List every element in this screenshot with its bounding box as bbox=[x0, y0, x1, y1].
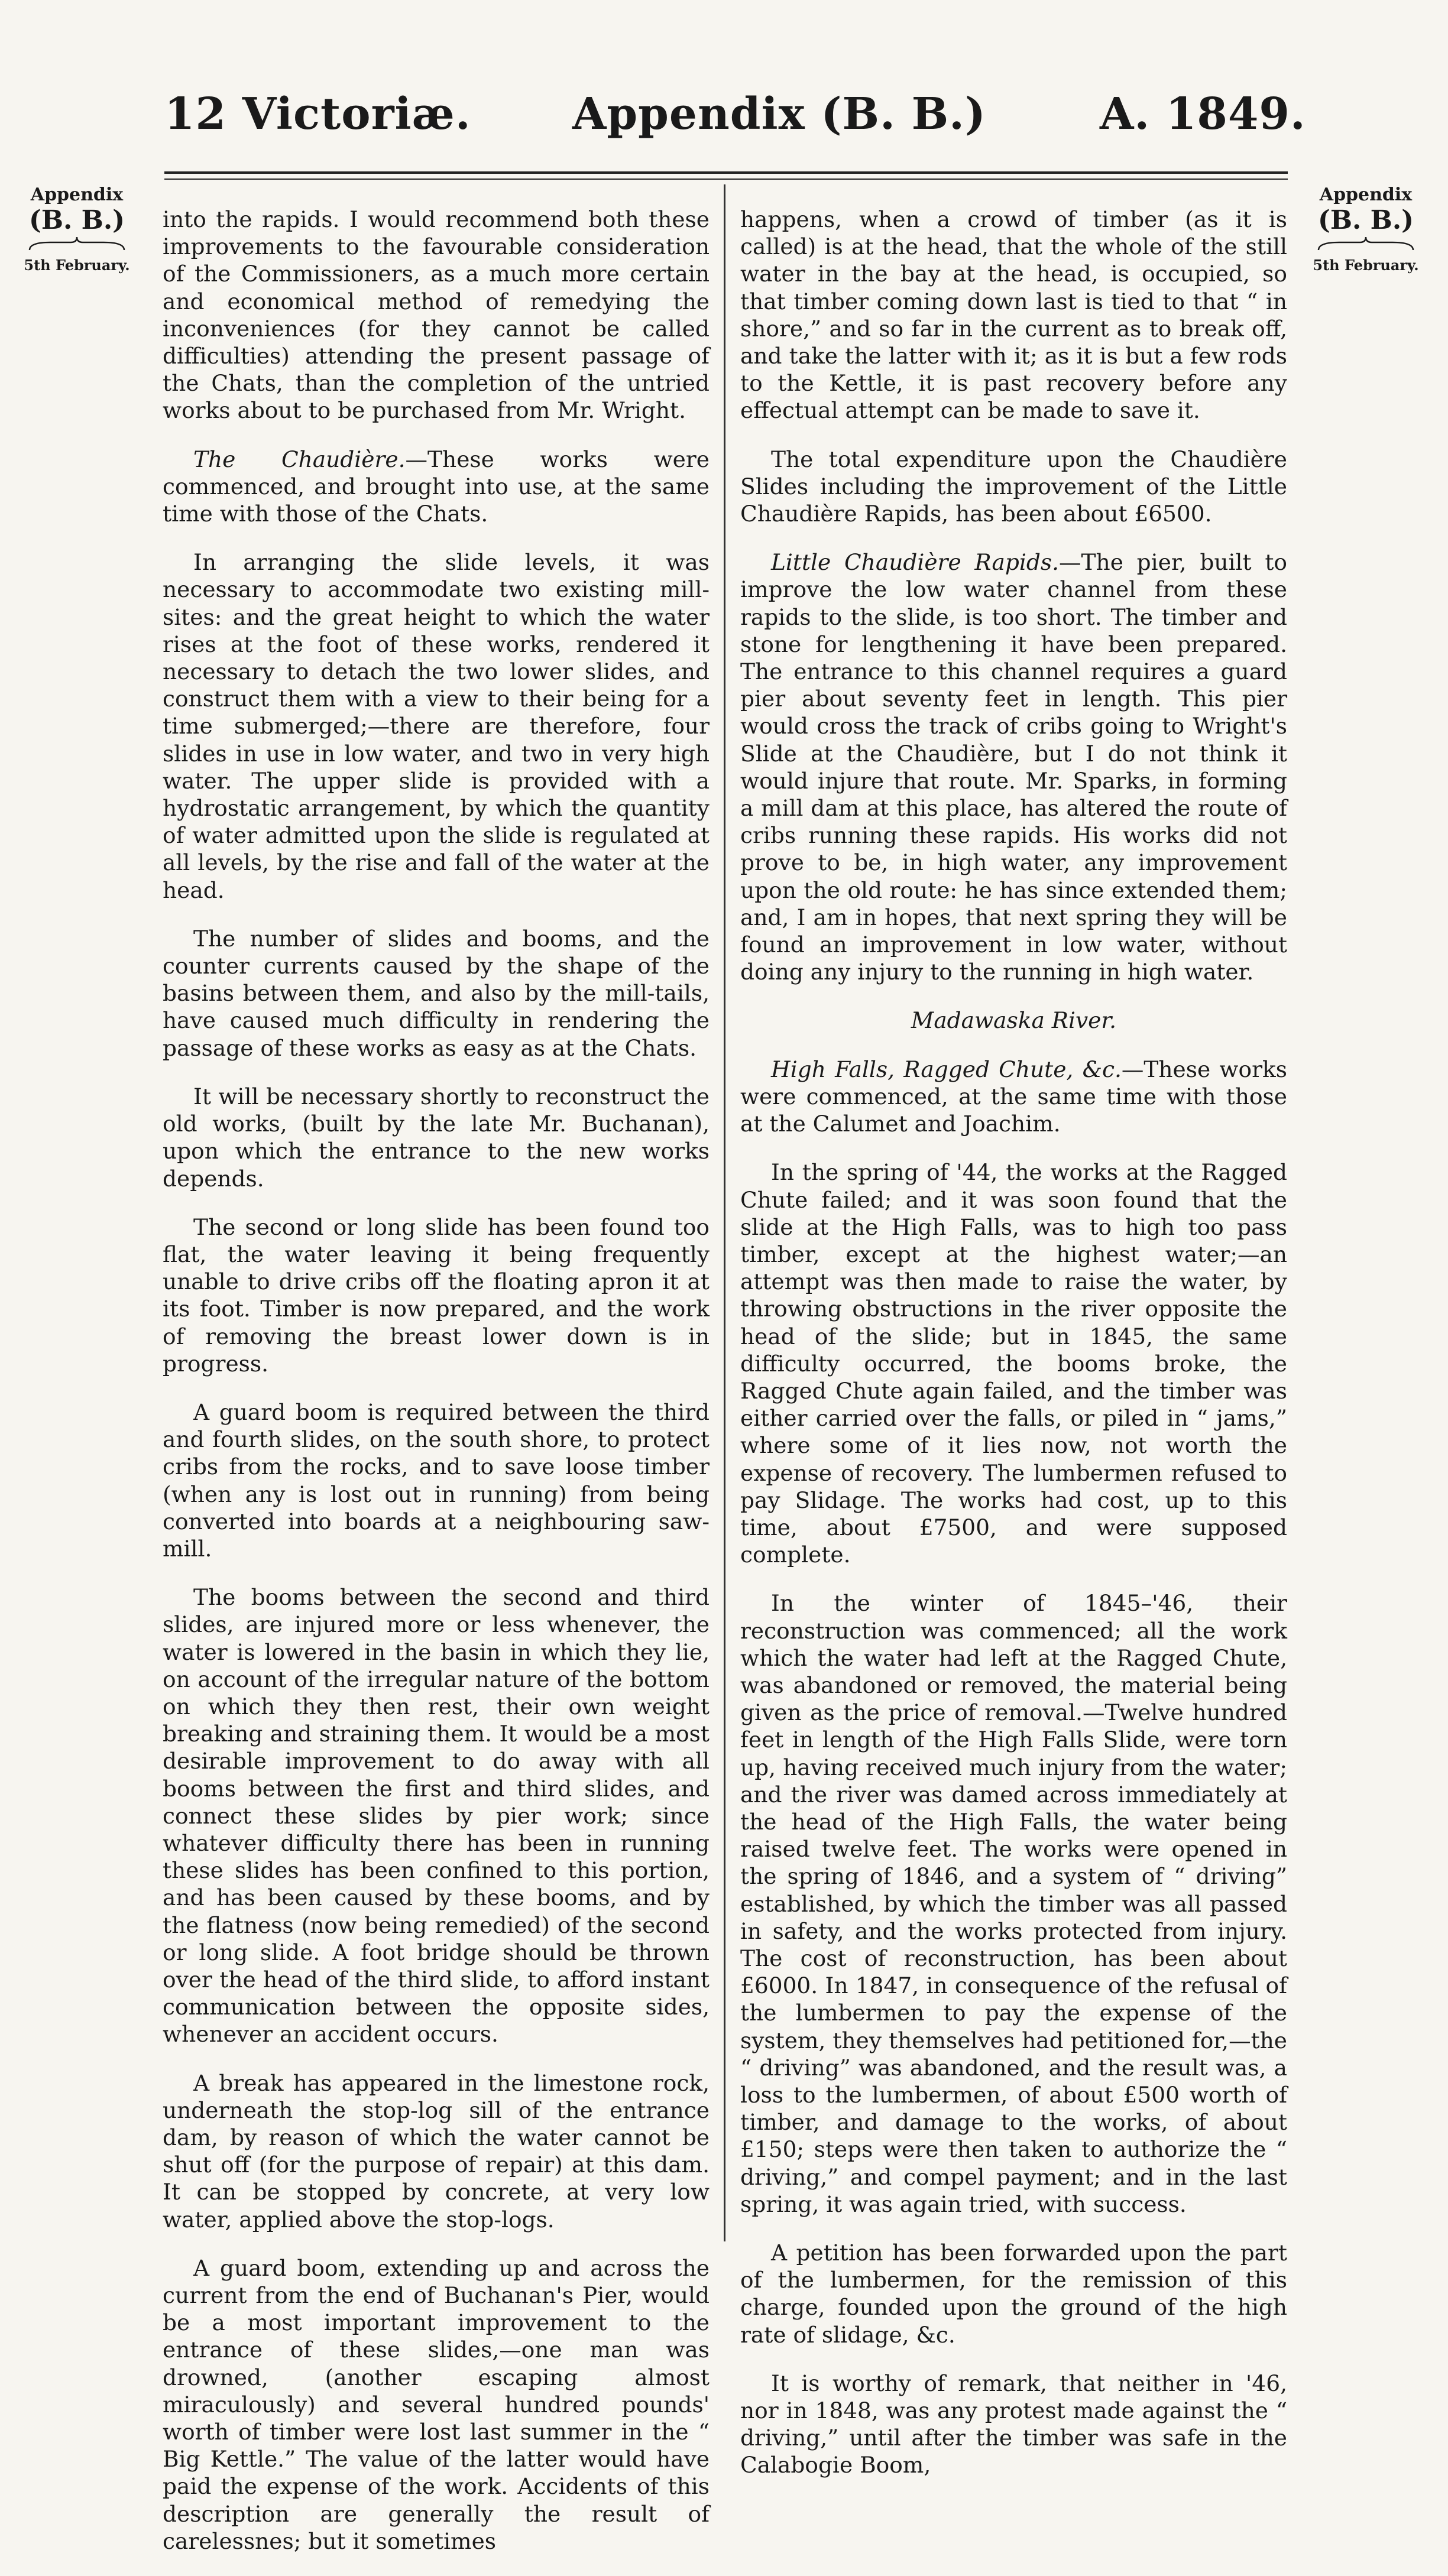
paragraph bbox=[740, 1056, 1287, 1138]
section-lead: Little Chaudière Rapids. bbox=[771, 549, 1060, 576]
header-year: A. 1849. bbox=[1100, 89, 1306, 139]
header-session: 12 Victoriæ. bbox=[164, 89, 471, 139]
brace-icon bbox=[1316, 235, 1416, 253]
margin-date-label: 5th February. bbox=[24, 257, 130, 274]
paragraph: It will be necessary shortly to reconstruct the old works, (built by the late Mr. Buchanan), upon which the entrance to the new works depends. bbox=[163, 1083, 710, 1192]
paragraph-text: —These works were commenced, and brought into use, at the same time with those of the Chats. bbox=[163, 446, 710, 527]
paragraph: In the spring of '44, the works at the Ragged Chute failed; and it was soon found that the slide at the High Falls, was to high too pass timber, except at the highest water;—an attempt was then made to raise the water, by throwing obstructions in the river opposite the head of the slide; but in 1845, the same difficulty occurred, the booms broke, the Ragged Chute again failed, and the timber was either carried over the falls, or piled in “ jams,” where some of it lies now, not worth the expense of recovery. The lumbermen refused to pay Slidage. The works had cost, up to this time, about £7500, and were supposed complete. bbox=[740, 1159, 1287, 1568]
margin-appendix-label: Appendix bbox=[30, 184, 124, 205]
paragraph: A petition has been forwarded upon the part of the lumbermen, for the remission of this charge, founded upon the ground of the high rate of slidage, &c. bbox=[740, 2240, 1287, 2348]
paragraph: A guard boom is required between the third and fourth slides, on the south shore, to protect cribs from the rocks, and to save loose timber (when any is lost out in running) from being converted into boards at a neighbouring saw-mill. bbox=[163, 1399, 710, 1562]
margin-note-right bbox=[1307, 184, 1425, 274]
margin-bb-label: (B. B.) bbox=[1318, 205, 1414, 235]
paragraph: The booms between the second and third slides, are injured more or less whenever, the water is lowered in the basin in which they lie, on account of the irregular nature of the bottom on which they then rest, their own weight breaking and straining them. It would be a most desirable improvement to do away with all booms between the first and third slides, and connect these slides by pier work; since whatever difficulty there has been in running these slides has been confined to this portion, and has been caused by these booms, and by the flatness (now being remedied) of the second or long slide. A foot bridge should be thrown over the head of the third slide, to afford instant communication between the opposite sides, whenever an accident occurs. bbox=[163, 1584, 710, 2048]
paragraph bbox=[163, 446, 710, 528]
section-lead: The Chaudière. bbox=[193, 446, 406, 472]
section-lead: High Falls, Ragged Chute, &c. bbox=[771, 1056, 1122, 1082]
header-appendix: Appendix (B. B.) bbox=[572, 89, 986, 139]
paragraph: The total expenditure upon the Chaudière Slides including the improvement of the Little Chaudière Rapids, has been about £6500. bbox=[740, 446, 1287, 527]
paragraph: into the rapids. I would recommend both these improvements to the favourable consideration of the Commissioners, as a much more certain and economical method of remedying the inconveniences (for they cannot be called difficulties) attending the present passage of the Chats, than the completion of the untried works about to be purchased from Mr. Wright. bbox=[163, 206, 710, 424]
margin-bb-label: (B. B.) bbox=[29, 205, 125, 235]
paragraph-text: —These works were commenced, at the same time with those at the Calumet and Joachim. bbox=[740, 1056, 1287, 1137]
paragraph-text: —The pier, built to improve the low water channel from these rapids to the slide, is too short. The timber and stone for lengthening it have been prepared. The entrance to this channel requires a guard pier about seventy feet in length. This pier would cross the track of cribs going to Wright's Slide at the Chaudière, but I do not think it would injure that route. Mr. Sparks, in forming a mill dam at this place, has altered the route of cribs running these rapids. His works did not prove to be, in high water, any improvement upon the old route: he has since extended them; and, I am in hopes, that next spring they will be found an improvement in low water, without doing any injury to the running in high water. bbox=[740, 549, 1287, 985]
column-divider bbox=[724, 184, 725, 2241]
header-rule-thick bbox=[164, 171, 1288, 174]
header-rule-thin bbox=[164, 179, 1288, 180]
brace-icon bbox=[27, 235, 127, 253]
paragraph: A break has appeared in the limestone rock, underneath the stop-log sill of the entrance dam, by reason of which the water cannot be shut off (for the purpose of repair) at this dam. It can be stopped by concrete, at very low water, applied above the stop-logs. bbox=[163, 2069, 710, 2233]
paragraph: In the winter of 1845–'46, their reconstruction was commenced; all the work which the water had left at the Ragged Chute, was abandoned or removed, the material being given as the price of removal.—Twelve hundred feet in length of the High Falls Slide, were torn up, having received much injury from the water; and the river was damed across immediately at the head of the High Falls, the water being raised twelve feet. The works were opened in the spring of 1846, and a system of “ driving” established, by which the timber was all passed in safety, and the works protected from injury. The cost of reconstruction, has been about £6000. In 1847, in consequence of the refusal of the lumbermen to pay the expense of the system, they themselves had petitioned for,—the “ driving” was abandoned, and the result was, a loss to the lumbermen, of about £500 worth of timber, and damage to the works, of about £150; steps were then taken to authorize the “ driving,” and compel payment; and in the last spring, it was again tried, with success. bbox=[740, 1590, 1287, 2217]
paragraph bbox=[740, 549, 1287, 985]
section-heading: Madawaska River. bbox=[911, 1007, 1117, 1034]
margin-note-left bbox=[18, 184, 136, 274]
paragraph: The second or long slide has been found too flat, the water leaving it being frequently unable to drive cribs off the floating apron it at its foot. Timber is now prepared, and the work of removing the breast lower down is in progress. bbox=[163, 1214, 710, 1377]
paragraph: The number of slides and booms, and the counter currents caused by the shape of the basins between them, and also by the mill-tails, have caused much difficulty in rendering the passage of these works as easy as at the Chats. bbox=[163, 925, 710, 1061]
right-column bbox=[740, 206, 1287, 2500]
paragraph: It is worthy of remark, that neither in '46, nor in 1848, was any protest made against the “ driving,” until after the timber was safe in the Calabogie Boom, bbox=[740, 2370, 1287, 2478]
margin-appendix-label: Appendix bbox=[1319, 184, 1413, 205]
paragraph: A guard boom, extending up and across the current from the end of Buchanan's Pier, would be a most important improvement to the entrance of these slides,—one man was drowned, (another escaping almost miraculously) and several hundred pounds' worth of timber were lost last summer in the “ Big Kettle.” The value of the latter would have paid the expense of the work. Accidents of this description are generally the result of carelessnes; but it sometimes bbox=[163, 2254, 710, 2554]
margin-date-label: 5th February. bbox=[1313, 257, 1419, 274]
paragraph: happens, when a crowd of timber (as it is called) is at the head, that the whole of the still water in the bay at the head, is occupied, so that timber coming down last is tied to that “ in shore,” and so far in the current as to break off, and take the latter with it; as it is but a few rods to the Kettle, it is past recovery before any effectual attempt can be made to save it. bbox=[740, 206, 1287, 424]
left-column bbox=[163, 206, 710, 2576]
page-header bbox=[0, 0, 1448, 177]
paragraph: In arranging the slide levels, it was necessary to accommodate two existing mill-sites: and the great height to which the water rises at the foot of these works, rendered it necessary to detach the two lower slides, and construct them with a view to their being for a time submerged;—there are therefore, four slides in use in low water, and two in very high water. The upper slide is provided with a hydrostatic arrangement, by which the quantity of water admitted upon the slide is regulated at all levels, by the rise and fall of the water at the head. bbox=[163, 549, 710, 903]
